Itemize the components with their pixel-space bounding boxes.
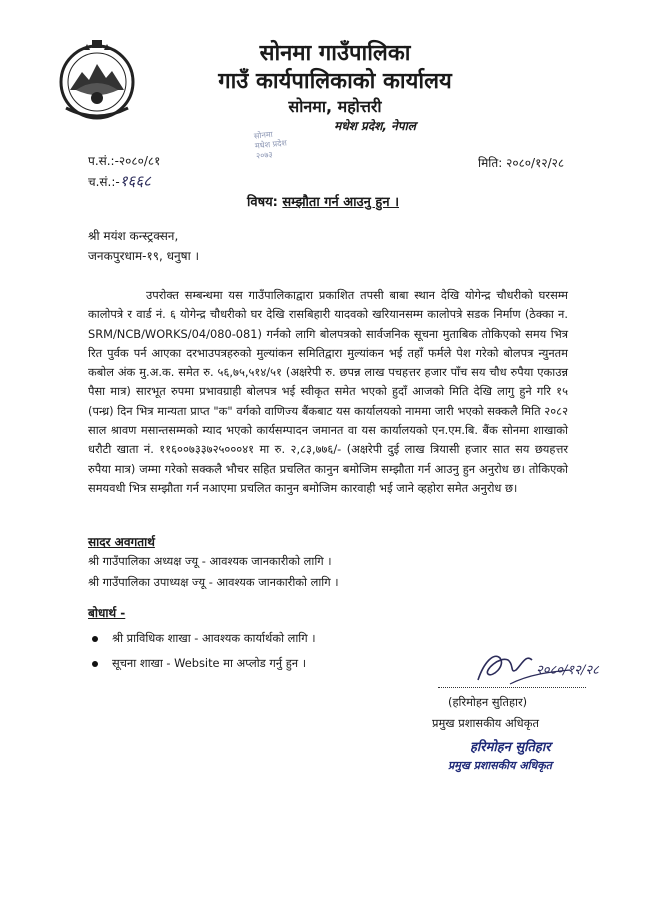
- chalani-number: १६६८: [119, 172, 151, 190]
- signatory-name: (हरिमोहन सुतिहार): [448, 695, 528, 709]
- info-item-technical: श्री प्राविधिक शाखा - आवश्यक कार्यार्थको लागि ।: [112, 631, 316, 645]
- signatory-stamp-title: प्रमुख प्रशासकीय अधिकृत: [448, 759, 552, 772]
- subject-text: सम्झौता गर्न आउनु हुन ।: [282, 195, 399, 210]
- office-header: [165, 40, 505, 134]
- list-item: [92, 652, 306, 674]
- province-name: मधेश प्रदेश, नेपाल: [334, 119, 416, 133]
- subject-line: [0, 192, 646, 210]
- office-stamp: सोनमा मधेश प्रदेश २०७३: [253, 129, 288, 161]
- municipality-name: सोनमा गाउँपालिका: [259, 41, 411, 66]
- addressee-name: श्री मयंश कन्स्ट्रक्सन,: [88, 229, 179, 243]
- list-item: [92, 627, 316, 649]
- signatory-title: प्रमुख प्रशासकीय अधिकृत: [432, 716, 539, 730]
- subject-label: विषय:: [246, 195, 278, 210]
- ack-title: सादर अवगतार्थ: [88, 535, 155, 549]
- office-location: सोनमा, महोत्तरी: [288, 97, 382, 116]
- office-name: गाउँ कार्यपालिकाको कार्यालय: [218, 69, 452, 94]
- ack-line-vice-chairperson: श्री गाउँपालिका उपाध्यक्ष ज्यू - आवश्यक जानकारीको लागि ।: [88, 575, 339, 589]
- letter-body: उपरोक्त सम्बन्धमा यस गाउँपालिकाद्वारा प्रकाशित तपसी बाबा स्थान देखि योगेन्द्र चौधरीको घरसम्म कालोपत्रे र वार्ड नं. ६ योगेन्द्र चौधरीको घर देखि रासबिहारी यादवको खरियानसम्म कालोपत्रे सडक निर्माण (ठेक्का न. SRM/NCB/WORKS/04/080-081) गर्नको लागि बोलपत्रको सार्वजनिक सूचना मुताबिक तोकिएको समय भित्र रित पुर्वक पर्न आएका दरभाउपत्रहरुको मुल्यांकन समितिद्वारा मुल्यांकन भई तहाँ फर्मले पेश गरेको बोलपत्र न्युनतम कबोल अंक मु.अ.क. समेत रु. ५६,७५,५१४/५१ (अक्षरेपी रु. छपन्न लाख पचहत्तर हजार पाँच सय चौध रुपैया एकाउन्न पैसा मात्र) सारभूत रुपमा प्रभावग्राही बोलपत्र भई स्वीकृत समेत भएको हुदाँ आजको मिति देखि लागु हुने गरि १५ (पन्ध्र) दिन भित्र मान्यता प्राप्त "क" वर्गको वाणिज्य बैंकबाट यस कार्यालयको नाममा जारी भएको सक्कलै मिति २०८२ साल श्रावण मसान्तसम्मको म्याद भएको कार्यसम्पादन जमानत वा यस कार्यालयको एन.एम.बि. बैंक सोनमा शाखाको धरौटी खाता नं. ११६००७३३७२५०००४१ मा रु. २,८३,७७६/- (अक्षरेपी दुई लाख त्रियासी हजार सात सय छयहत्तर रुपैया मात्र) जम्मा गरेको सक्कलै भौचर सहित प्रचलित कानुन बमोजिम सम्झौता गर्न आउनु हुन अनुरोध छ। तोकिएको समयवधी भित्र सम्झौता गर्न नआएमा प्रचलित कानुन बमोजिम कारवाही भई जाने व्हहोरा समेत अनुरोध छ।: [88, 288, 568, 495]
- handwritten-signature: [470, 644, 620, 692]
- signature-date: २०८०/१२/२८: [536, 663, 599, 678]
- info-title: बोधार्थ -: [88, 606, 126, 620]
- signature-line: [438, 687, 586, 688]
- patra-sankhya: प.सं.:-२०८०/८१: [88, 154, 161, 168]
- addressee-address: जनकपुरधाम-१९, धनुषा ।: [88, 249, 200, 263]
- chalani-sankhya: [88, 171, 151, 191]
- bullet-icon: [92, 661, 98, 667]
- chalani-label: च.सं.:-: [88, 175, 120, 189]
- letter-date: मिति: २०८०/१२/२८: [478, 156, 565, 170]
- info-item-information: सूचना शाखा - Website मा अप्लोड गर्नु हुन ।: [112, 656, 307, 670]
- signatory-stamp-name: हरिमोहन सुतिहार: [470, 740, 551, 755]
- bullet-icon: [92, 636, 98, 642]
- nepal-emblem-logo: [56, 38, 138, 124]
- ack-line-chairperson: श्री गाउँपालिका अध्यक्ष ज्यू - आवश्यक जानकारीको लागि ।: [88, 554, 332, 568]
